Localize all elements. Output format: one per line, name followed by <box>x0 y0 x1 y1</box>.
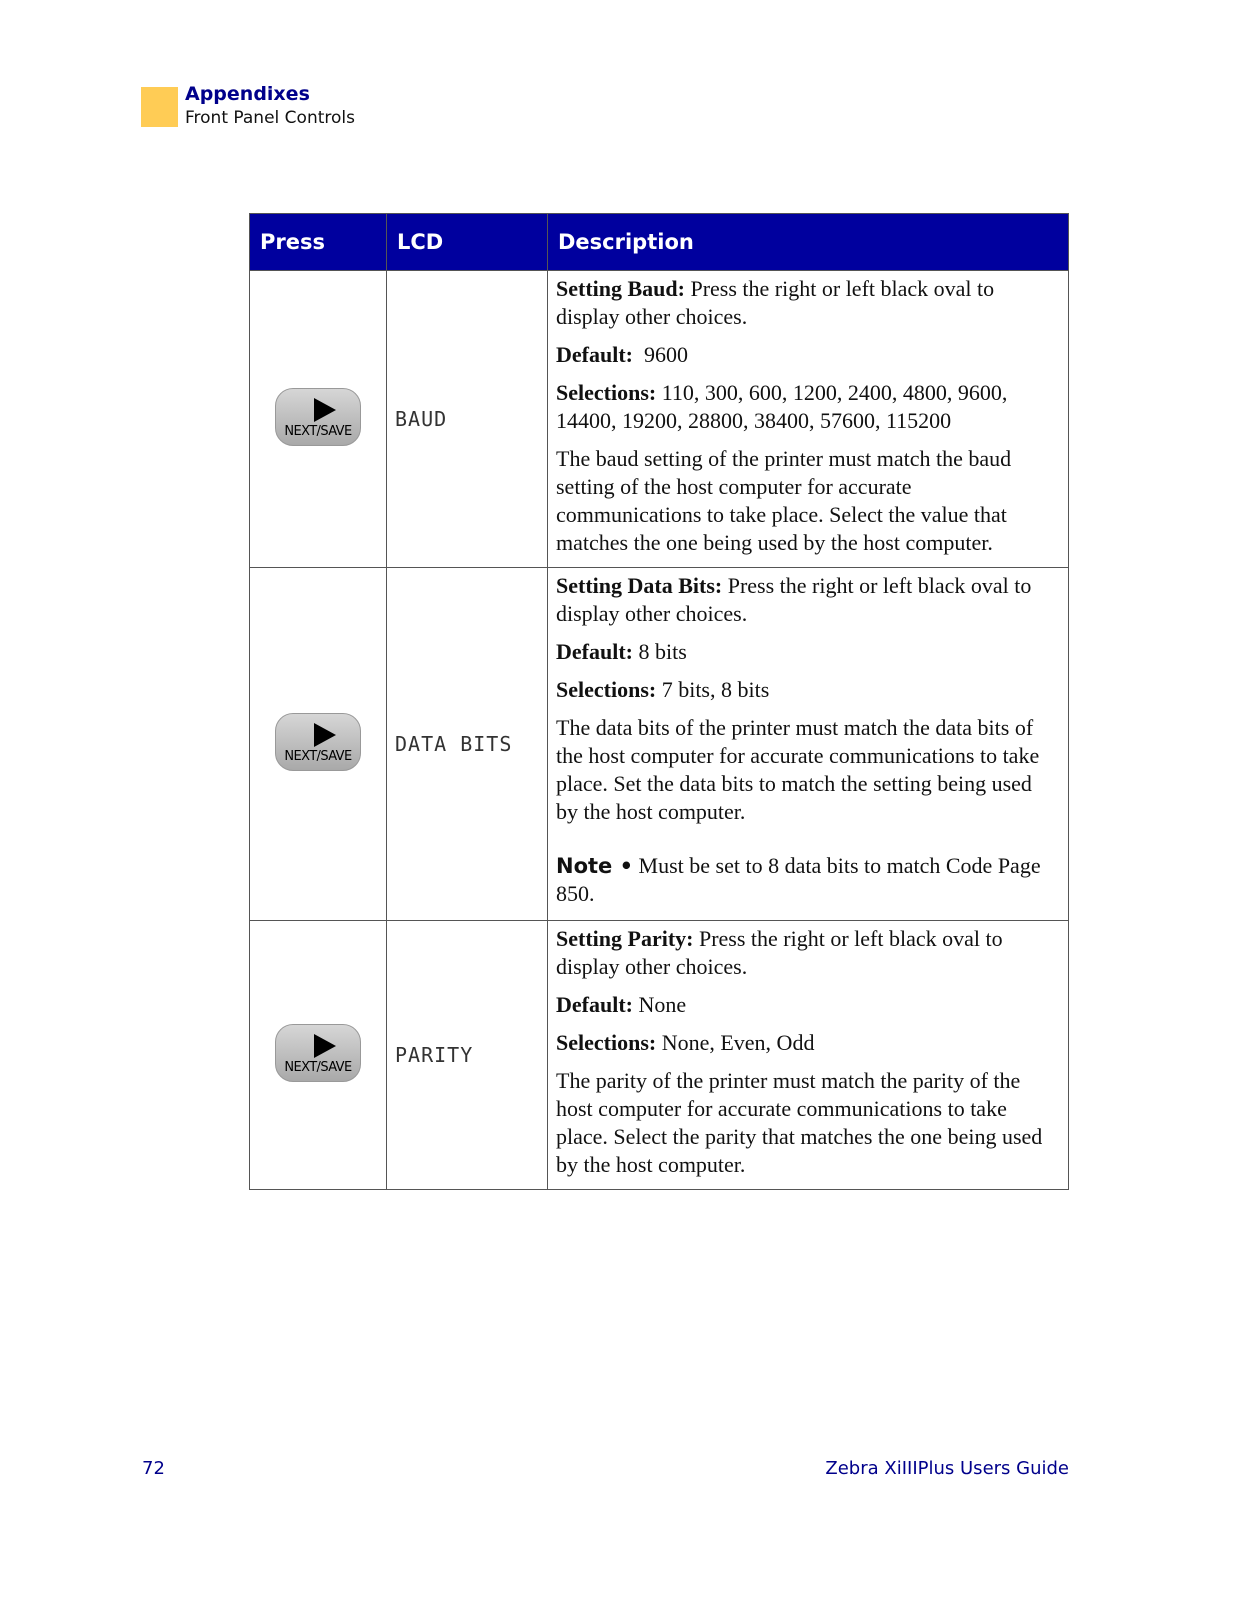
selections-paragraph <box>556 1029 1058 1057</box>
note-paragraph <box>556 852 1058 908</box>
button-label: NEXT/SAVE <box>284 1059 352 1075</box>
table-row-data-bits <box>250 568 1069 921</box>
next-save-button[interactable] <box>275 713 361 771</box>
note-text: Must be set to 8 data bits to match Code Page 850. <box>556 853 1041 906</box>
setting-paragraph <box>556 925 1058 981</box>
header-color-tab <box>141 87 178 127</box>
guide-title: Zebra XiIIIPlus Users Guide <box>825 1458 1069 1479</box>
column-header-lcd: LCD <box>387 214 548 271</box>
default-label: Default: <box>556 992 633 1017</box>
selections-value: 7 bits, 8 bits <box>656 677 770 702</box>
body-paragraph: The parity of the printer must match the parity of the host computer for accurate communications to take place. Select the parity that matches the one being used by the host computer. <box>556 1068 1043 1177</box>
description-cell <box>548 568 1069 921</box>
press-cell <box>250 568 387 921</box>
lcd-text: BAUD <box>387 271 548 568</box>
selections-value: 110, 300, 600, 1200, 2400, 4800, 9600, 14400, 19200, 28800, 38400, 57600, 115200 <box>556 380 1008 433</box>
note-label: Note • <box>556 854 634 878</box>
play-arrow-icon <box>314 398 336 422</box>
setting-text: Press the right or left black oval to display other choices. <box>556 573 1032 626</box>
setting-paragraph <box>556 275 1058 331</box>
table-row-parity <box>250 921 1069 1190</box>
page-number: 72 <box>142 1458 165 1479</box>
selections-value: None, Even, Odd <box>656 1030 815 1055</box>
setting-text: Press the right or left black oval to display other choices. <box>556 926 1003 979</box>
default-label: Default: <box>556 639 633 664</box>
default-paragraph <box>556 991 1058 1019</box>
column-header-description: Description <box>548 214 1069 271</box>
button-label: NEXT/SAVE <box>284 748 352 764</box>
selections-label: Selections: <box>556 677 657 702</box>
body-paragraph: The baud setting of the printer must match the baud setting of the host computer for accurate communications to take place. Select the value that matches the one being used by the host computer. <box>556 446 1012 555</box>
press-cell <box>250 271 387 568</box>
description-cell <box>548 271 1069 568</box>
table-header-row <box>250 214 1069 271</box>
play-arrow-icon <box>314 723 336 747</box>
setting-paragraph <box>556 572 1058 628</box>
selections-paragraph <box>556 676 1058 704</box>
setting-label: Setting Parity: <box>556 926 694 951</box>
default-value: 9600 <box>632 342 688 367</box>
next-save-button[interactable] <box>275 1024 361 1082</box>
lcd-text: PARITY <box>387 921 548 1190</box>
section-title: Appendixes <box>185 83 310 105</box>
play-arrow-icon <box>314 1034 336 1058</box>
selections-paragraph <box>556 379 1058 435</box>
press-cell <box>250 921 387 1190</box>
next-save-button[interactable] <box>275 388 361 446</box>
description-cell <box>548 921 1069 1190</box>
default-paragraph <box>556 638 1058 666</box>
default-paragraph <box>556 341 1058 369</box>
setting-label: Setting Data Bits: <box>556 573 723 598</box>
default-value: None <box>632 992 687 1017</box>
body-paragraph: The data bits of the printer must match the data bits of the host computer for accurate communications to take place. Set the data bits to match the setting being used by the host computer. <box>556 715 1040 824</box>
setting-text: Press the right or left black oval to display other choices. <box>556 276 995 329</box>
setting-label: Setting Baud: <box>556 276 685 301</box>
table-row-baud <box>250 271 1069 568</box>
front-panel-table <box>249 213 1069 1190</box>
column-header-press: Press <box>250 214 387 271</box>
button-label: NEXT/SAVE <box>284 423 352 439</box>
subsection-title: Front Panel Controls <box>185 108 355 128</box>
selections-label: Selections: <box>556 1030 657 1055</box>
lcd-text: DATA BITS <box>387 568 548 921</box>
selections-label: Selections: <box>556 380 657 405</box>
default-label: Default: <box>556 342 633 367</box>
default-value: 8 bits <box>632 639 687 664</box>
